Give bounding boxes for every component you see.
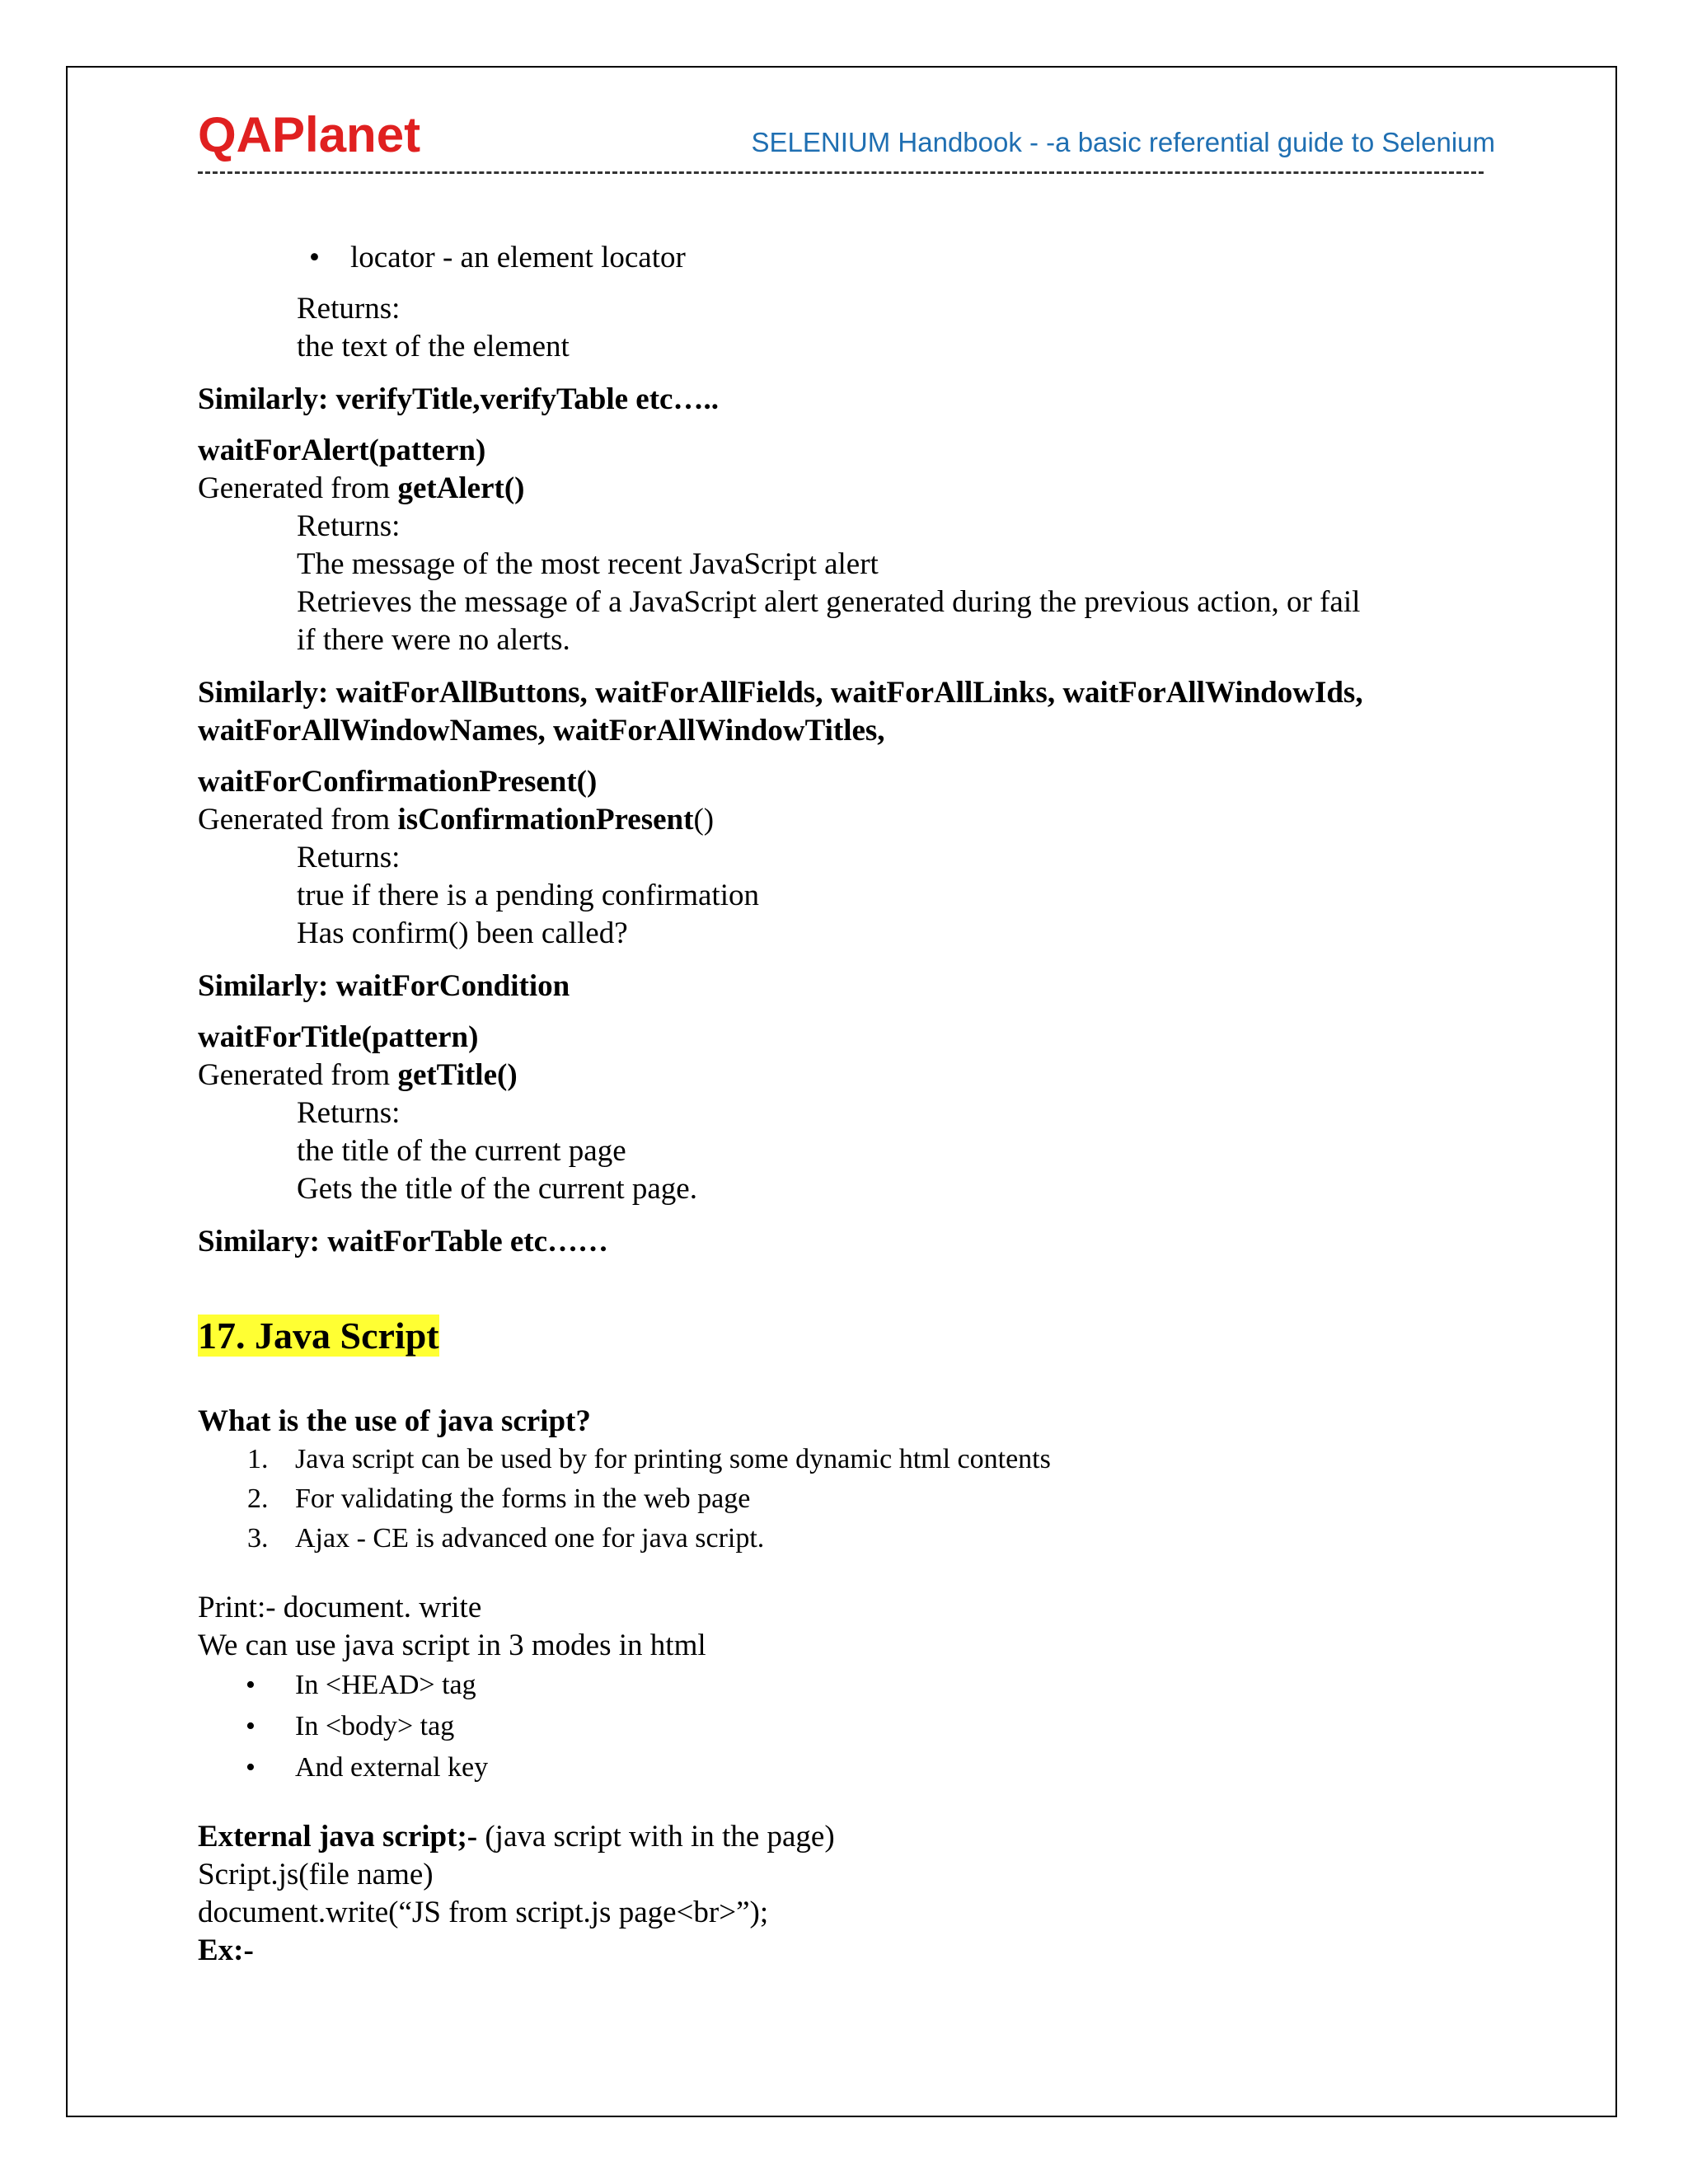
bullet-icon: • (246, 1670, 256, 1700)
bullet-icon: • (246, 1711, 256, 1741)
description-text: Has confirm() been called? (297, 916, 628, 950)
generated-from-label: Generated from (198, 1058, 398, 1092)
print-line: Print:- document. write (198, 1591, 482, 1624)
generated-from-label: Generated from (198, 803, 398, 837)
generated-from (198, 470, 525, 508)
bullet-item (309, 239, 686, 277)
similarly-line: Similarly: waitForCondition (198, 969, 570, 1003)
list-item (247, 1480, 751, 1518)
description-text: if there were no alerts. (297, 623, 570, 657)
similarly-line: Similary: waitForTable etc…… (198, 1225, 609, 1258)
method-heading: waitForConfirmationPresent() (198, 765, 598, 799)
similarly-line: waitForAllWindowNames, waitForAllWindowTitles, (198, 714, 885, 748)
bullet-text: locator - an element locator (350, 241, 686, 274)
generated-from-method: getTitle() (397, 1058, 518, 1092)
section-heading (198, 1312, 439, 1360)
list-number: 2. (247, 1483, 269, 1514)
bullet-text: In <body> tag (295, 1711, 455, 1741)
returns-label: Returns: (297, 1096, 401, 1130)
section-heading-text: 17. Java Script (198, 1315, 439, 1357)
returns-text: the text of the element (297, 330, 570, 363)
description-text: Gets the title of the current page. (297, 1172, 697, 1206)
list-number: 1. (247, 1444, 269, 1474)
generated-from (198, 801, 714, 839)
bullet-text: In <HEAD> tag (295, 1670, 476, 1700)
external-js-line (198, 1818, 835, 1856)
similarly-line: Similarly: verifyTitle,verifyTable etc….. (198, 382, 719, 416)
question-heading: What is the use of java script? (198, 1404, 591, 1438)
header-subtitle: SELENIUM Handbook - -a basic referential guide to Selenium (751, 127, 1495, 157)
external-js-label: External java script;- (198, 1820, 478, 1854)
returns-text: The message of the most recent JavaScript alert (297, 547, 879, 581)
description-text: Retrieves the message of a JavaScript alert generated during the previous action, or fail (297, 585, 1361, 619)
generated-from-method: isConfirmationPresent (397, 803, 694, 837)
returns-label: Returns: (297, 841, 401, 874)
bullet-icon: • (309, 241, 320, 274)
bullet-icon: • (246, 1752, 256, 1783)
generated-from (198, 1057, 518, 1094)
returns-text: the title of the current page (297, 1134, 626, 1168)
example-label: Ex:- (198, 1933, 254, 1967)
method-heading: waitForTitle(pattern) (198, 1020, 479, 1054)
bullet-text: And external key (295, 1752, 489, 1783)
list-item (247, 1441, 1051, 1479)
list-text: Ajax - CE is advanced one for java script. (295, 1523, 765, 1554)
brand-logo: QAPlanet (198, 107, 421, 162)
list-text: Java script can be used by for printing some dynamic html contents (295, 1444, 1051, 1474)
list-number: 3. (247, 1523, 269, 1554)
list-text: For validating the forms in the web page (295, 1483, 751, 1514)
similarly-line: Similarly: waitForAllButtons, waitForAllFields, waitForAllLinks, waitForAllWindowIds, (198, 676, 1363, 710)
returns-label: Returns: (297, 292, 401, 326)
modes-line: We can use java script in 3 modes in html (198, 1629, 706, 1662)
header-divider (198, 171, 1484, 174)
bullet-item (246, 1666, 476, 1704)
document-write-line: document.write(“JS from script.js page<br>”); (198, 1896, 769, 1929)
generated-from-label: Generated from (198, 471, 398, 505)
bullet-item (246, 1749, 489, 1787)
script-file-line: Script.js(file name) (198, 1858, 434, 1891)
method-heading: waitForAlert(pattern) (198, 434, 486, 467)
list-item (247, 1520, 765, 1558)
generated-from-parens: () (693, 803, 715, 837)
bullet-item (246, 1708, 455, 1746)
returns-text: true if there is a pending confirmation (297, 879, 759, 912)
returns-label: Returns: (297, 509, 401, 543)
external-js-note: (java script with in the page) (477, 1820, 835, 1854)
generated-from-method: getAlert() (397, 471, 525, 505)
